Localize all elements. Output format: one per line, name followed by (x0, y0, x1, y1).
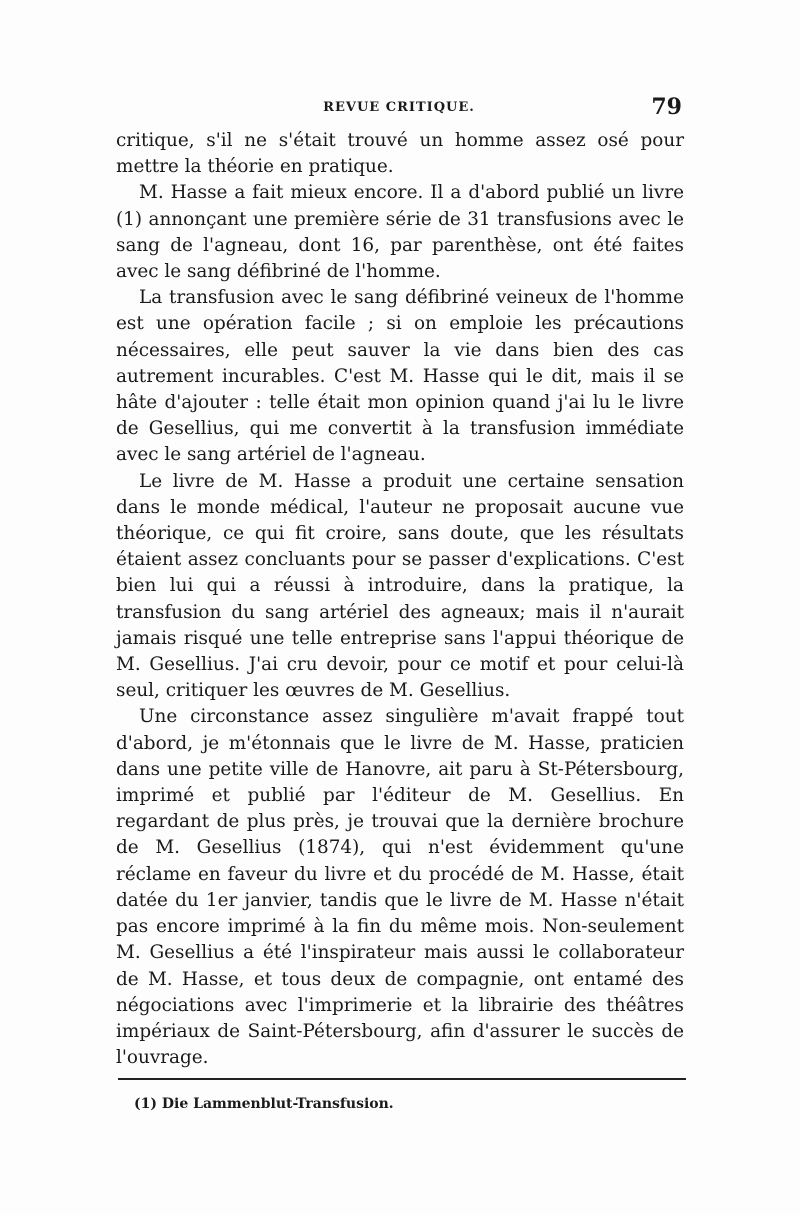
page-header (116, 94, 682, 124)
footnote: (1) Die Lammenblut-Transfusion. (134, 1096, 394, 1112)
paragraph: Une circonstance assez singulière m'avait frappé tout d'abord, je m'étonnais que le livre de M. Hasse, praticien dans une petite ville de Hanovre, ait paru à St-Pétersbourg, imprimé et publié par l'éditeur de M. Gesellius. En regardant de plus près, je trouvai que la dernière brochure de M. Gesellius (1874), qui n'est évidemment qu'une réclame en faveur du livre et du procédé de M. Hasse, était datée du 1er janvier, tandis que le livre de M. Hasse n'était pas encore imprimé à la fin du même mois. Non-seulement M. Gesellius a été l'inspirateur mais aussi le collaborateur de M. Hasse, et tous deux de compagnie, ont entamé des négociations avec l'imprimerie et la librairie des théâtres impériaux de Saint-Pétersbourg, afin d'assurer le succès de l'ouvrage. (116, 706, 684, 1069)
paragraph: M. Hasse a fait mieux encore. Il a d'abord publié un livre (1) annonçant une première série de 31 transfusions avec le sang de l'agneau, dont 16, par parenthèse, ont été faites avec le sang défibriné de l'homme. (116, 182, 684, 283)
running-title: REVUE CRITIQUE. (323, 100, 475, 115)
paragraph-continued: critique, s'il ne s'était trouvé un homme assez osé pour mettre la théorie en pratique. (116, 130, 684, 178)
page-number: 79 (651, 94, 682, 120)
paragraph: Le livre de M. Hasse a produit une certaine sensation dans le monde médical, l'auteur ne proposait aucune vue théorique, ce qui fit croire, sans doute, que les résultats étaient assez concluants pour se passer d'explications. C'est bien lui qui a réussi à introduire, dans la pratique, la transfusion du sang artériel des agneaux; mais il n'aurait jamais risqué une telle entreprise sans l'appui théorique de M. Gesellius. J'ai cru devoir, pour ce motif et pour celui-là seul, critiquer les œuvres de M. Gesellius. (116, 470, 684, 702)
paragraph: La transfusion avec le sang défibriné veineux de l'homme est une opération facile ; si on emploie les précautions nécessaires, elle peut sauver la vie dans bien des cas autrement incurables. C'est M. Hasse qui le dit, mais il se hâte d'ajouter : telle était mon opinion quand j'ai lu le livre de Gesellius, qui me convertit à la transfusion immédiate avec le sang artériel de l'agneau. (116, 287, 684, 466)
body-text (116, 128, 684, 1071)
footnote-separator (118, 1078, 686, 1080)
